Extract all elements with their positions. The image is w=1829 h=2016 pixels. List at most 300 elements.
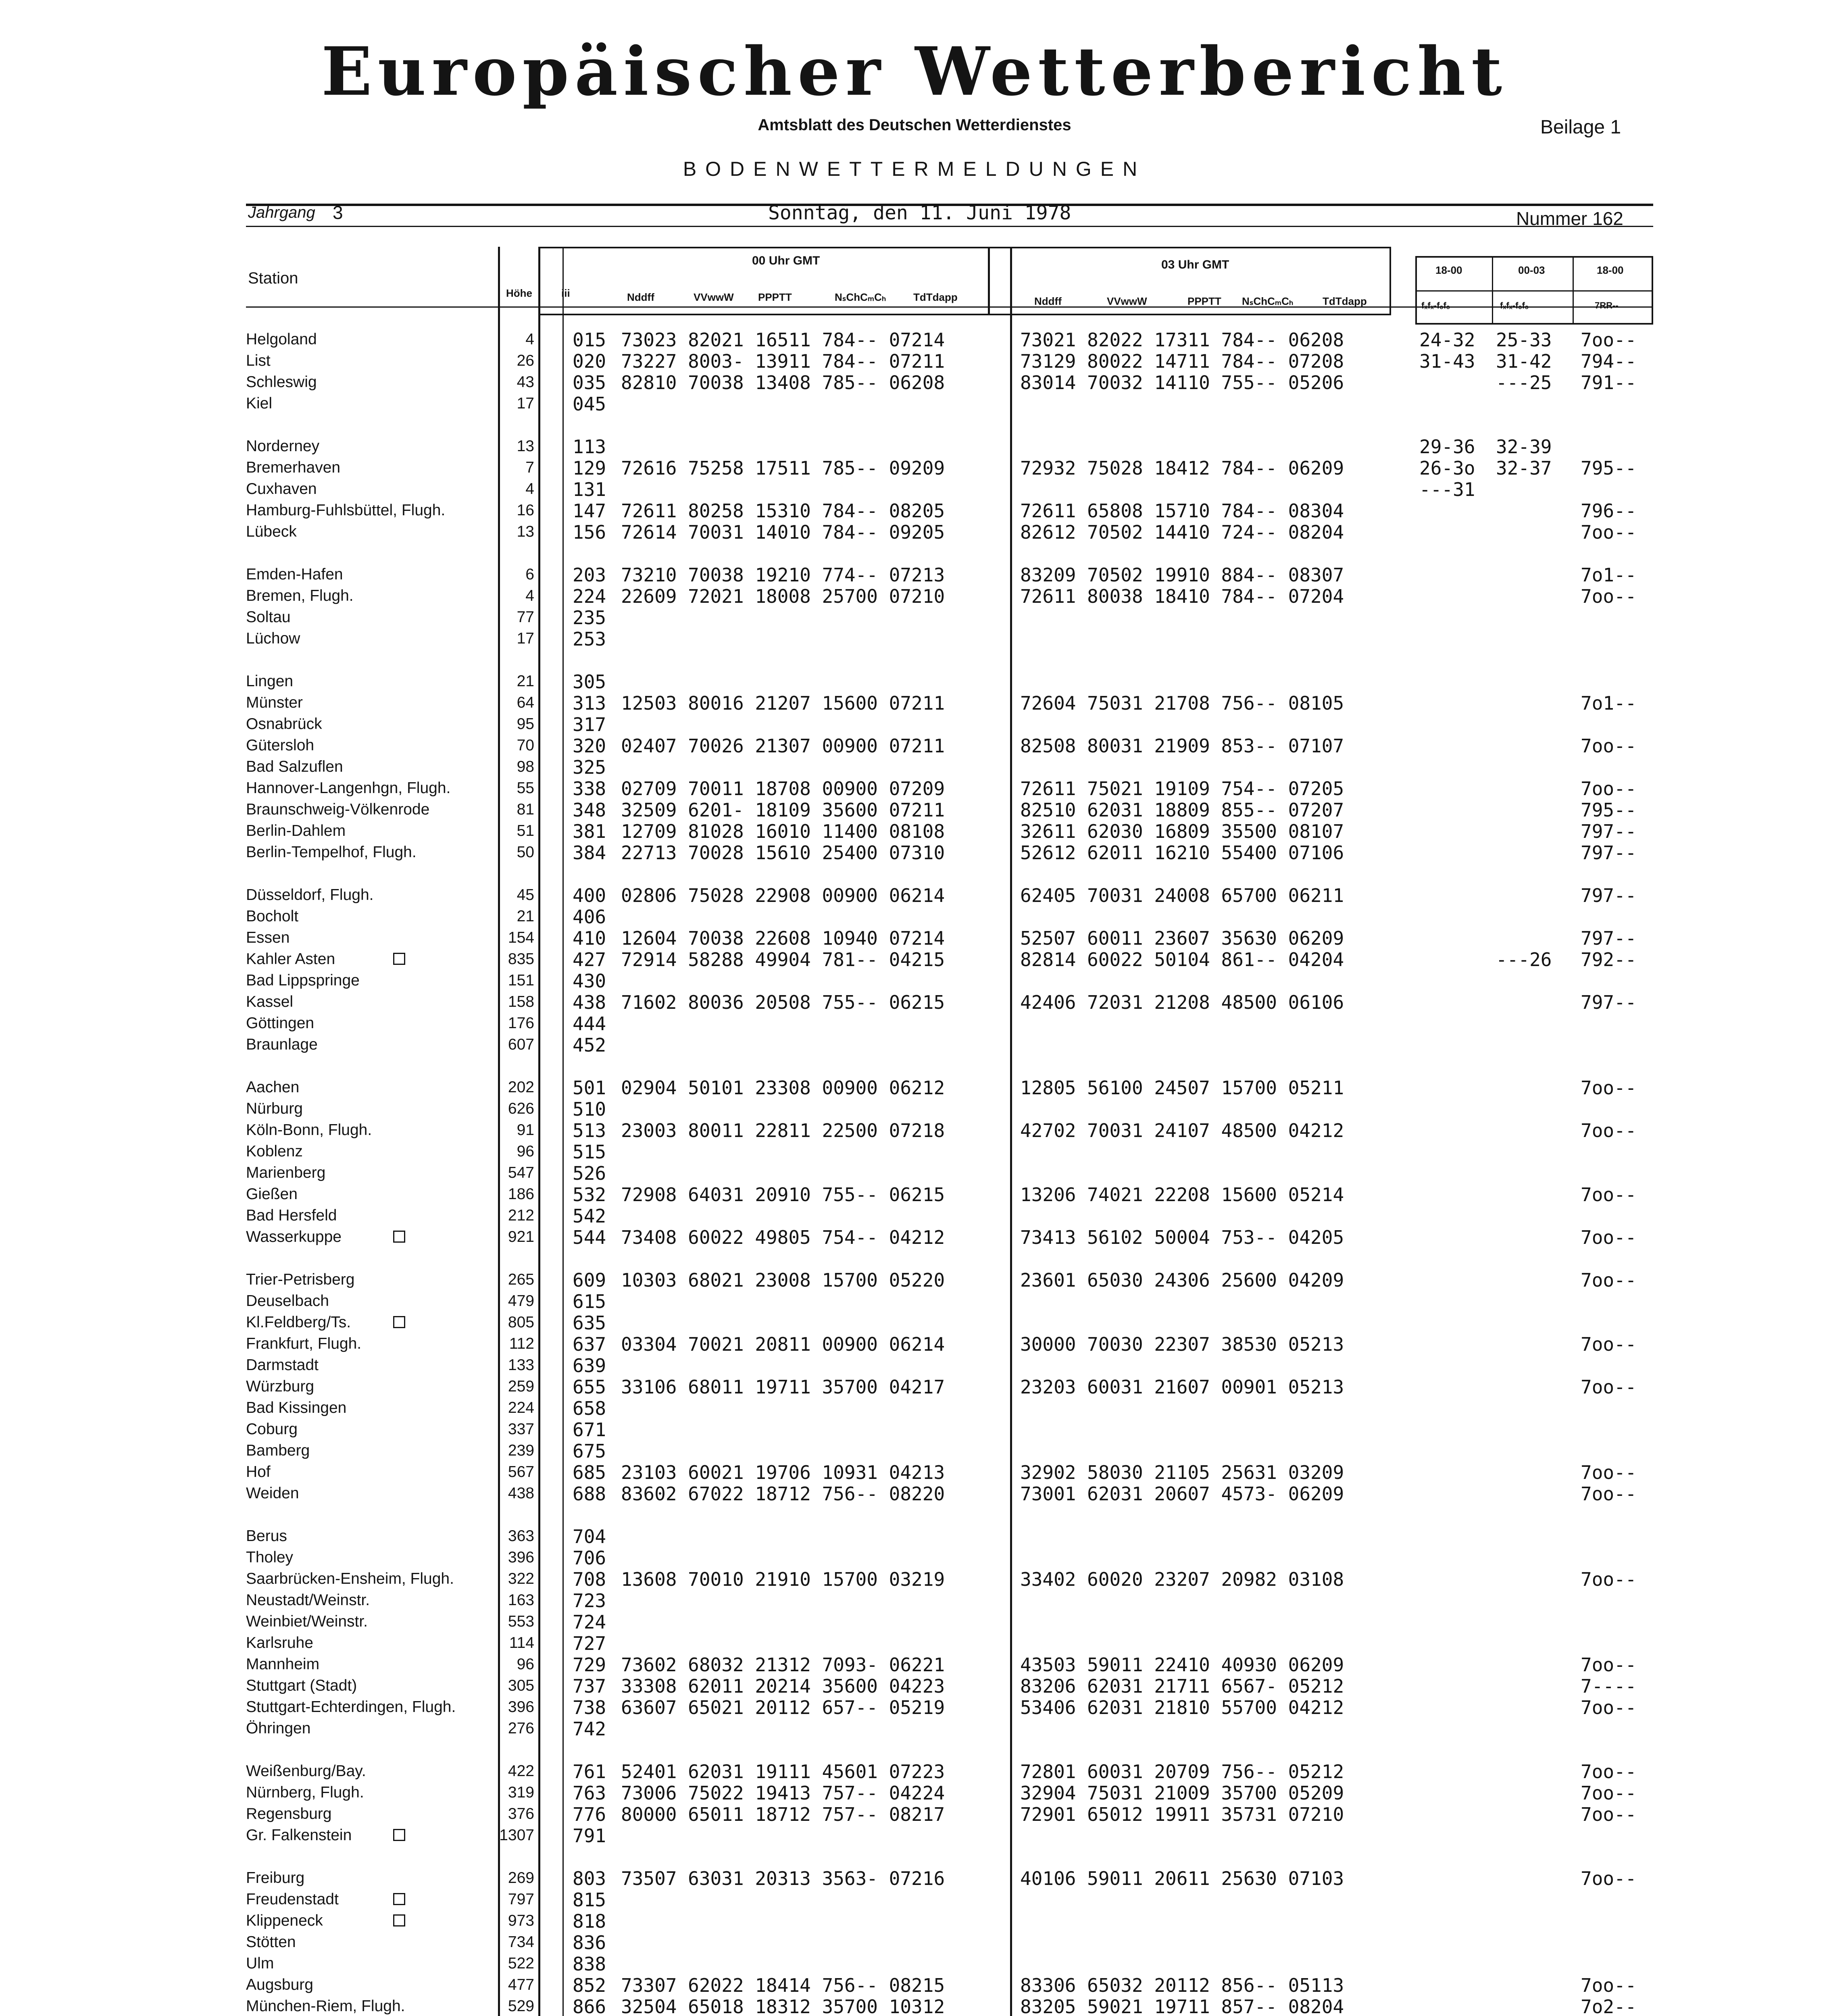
station-index: 253 bbox=[573, 628, 606, 650]
col-nddff-00: Nddff bbox=[627, 291, 654, 303]
station-index: 235 bbox=[573, 607, 606, 629]
station-index: 427 bbox=[573, 949, 606, 971]
obs-03-utc: 72932 75028 18412 784-- 06209 bbox=[1020, 457, 1344, 479]
precip-18-00: 7oo-- bbox=[1581, 1868, 1637, 1889]
station-name: Stötten bbox=[246, 1933, 296, 1951]
station-name: Gießen bbox=[246, 1185, 298, 1203]
station-name: List bbox=[246, 352, 271, 369]
obs-03-utc: 43503 59011 22410 40930 06209 bbox=[1020, 1654, 1344, 1676]
station-index: 510 bbox=[573, 1098, 606, 1120]
precip-18-00: 795-- bbox=[1581, 457, 1637, 479]
station-index: 444 bbox=[573, 1013, 606, 1035]
col-iii: iii bbox=[561, 287, 570, 299]
volume-label: Jahrgang bbox=[248, 204, 315, 221]
col-nschcmch-03: NₛChCₘCₕ bbox=[1242, 295, 1294, 307]
wind-00-03: 32-39 bbox=[1496, 436, 1552, 458]
station-index: 526 bbox=[573, 1162, 606, 1184]
station-index: 113 bbox=[573, 436, 606, 458]
open-square-icon bbox=[393, 1829, 405, 1843]
station-index: 639 bbox=[573, 1355, 606, 1377]
precip-18-00: 797-- bbox=[1581, 991, 1637, 1013]
obs-00-utc: 22609 72021 18008 25700 07210 bbox=[621, 585, 945, 607]
station-name: Bad Salzuflen bbox=[246, 758, 343, 775]
wind-00-03: ---25 bbox=[1496, 372, 1552, 394]
station-name: Düsseldorf, Flugh. bbox=[246, 886, 374, 904]
precip-18-00: 795-- bbox=[1581, 799, 1637, 821]
obs-03-utc: 83014 70032 14110 755-- 05206 bbox=[1020, 372, 1344, 394]
station-index: 438 bbox=[573, 991, 606, 1013]
station-height: 45 bbox=[517, 886, 534, 904]
obs-00-utc: 33308 62011 20214 35600 04223 bbox=[621, 1675, 945, 1697]
station-index: 313 bbox=[573, 692, 606, 714]
station-height: 1307 bbox=[499, 1826, 534, 1844]
station-name: Neustadt/Weinstr. bbox=[246, 1591, 370, 1609]
station-name: Bocholt bbox=[246, 908, 299, 925]
precip-18-00: 792-- bbox=[1581, 949, 1637, 971]
obs-03-utc: 73129 80022 14711 784-- 07208 bbox=[1020, 350, 1344, 372]
station-height: 438 bbox=[508, 1485, 534, 1502]
station-height: 26 bbox=[517, 352, 534, 369]
station-name: Lingen bbox=[246, 673, 294, 690]
precip-18-00: 7oo-- bbox=[1581, 1077, 1637, 1099]
precip-18-00: 7oo-- bbox=[1581, 521, 1637, 543]
station-name: Bad Kissingen bbox=[246, 1399, 347, 1416]
obs-03-utc: 12805 56100 24507 15700 05211 bbox=[1020, 1077, 1344, 1099]
precip-18-00: 7oo-- bbox=[1581, 1483, 1637, 1505]
obs-03-utc: 72611 80038 18410 784-- 07204 bbox=[1020, 585, 1344, 607]
station-index: 866 bbox=[573, 1996, 606, 2016]
col-vvwww-03: VVwwW bbox=[1107, 295, 1147, 307]
obs-00-utc: 73602 68032 21312 7093- 06221 bbox=[621, 1654, 945, 1676]
obs-00-utc: 72616 75258 17511 785-- 09209 bbox=[621, 457, 945, 479]
wind-18-00: ---31 bbox=[1419, 479, 1475, 500]
station-index: 381 bbox=[573, 821, 606, 842]
station-height: 158 bbox=[508, 993, 534, 1010]
station-height: 259 bbox=[508, 1378, 534, 1395]
station-index: 406 bbox=[573, 906, 606, 928]
col-nddff-03: Nddff bbox=[1034, 295, 1062, 307]
page-title: Europäischer Wetterbericht bbox=[321, 32, 1508, 110]
obs-03-utc: 83205 59021 19711 857-- 08204 bbox=[1020, 1996, 1344, 2016]
station-height: 4 bbox=[525, 587, 534, 604]
station-index: 852 bbox=[573, 1974, 606, 1996]
station-height: 81 bbox=[517, 801, 534, 818]
obs-03-utc: 33402 60020 23207 20982 03108 bbox=[1020, 1568, 1344, 1590]
station-index: 430 bbox=[573, 970, 606, 992]
station-height: 305 bbox=[508, 1677, 534, 1694]
station-name: Lübeck bbox=[246, 523, 297, 540]
obs-00-utc: 02806 75028 22908 00900 06214 bbox=[621, 885, 945, 906]
station-height: 55 bbox=[517, 779, 534, 797]
station-height: 805 bbox=[508, 1314, 534, 1331]
precip-18-00: 7oo-- bbox=[1581, 1974, 1637, 1996]
station-name: Bad Lippspringe bbox=[246, 972, 360, 989]
station-name: Mannheim bbox=[246, 1656, 320, 1673]
station-index: 203 bbox=[573, 564, 606, 586]
station-index: 635 bbox=[573, 1312, 606, 1334]
station-index: 727 bbox=[573, 1633, 606, 1654]
obs-03-utc: 73413 56102 50004 753-- 04205 bbox=[1020, 1227, 1344, 1248]
station-name: Emden-Hafen bbox=[246, 566, 343, 583]
obs-03-utc: 23203 60031 21607 00901 05213 bbox=[1020, 1376, 1344, 1398]
station-name: Augsburg bbox=[246, 1976, 313, 1993]
station-name: Göttingen bbox=[246, 1014, 315, 1032]
station-index: 723 bbox=[573, 1590, 606, 1612]
station-index: 400 bbox=[573, 885, 606, 906]
station-height: 479 bbox=[508, 1292, 534, 1310]
station-index: 671 bbox=[573, 1419, 606, 1441]
station-height: 186 bbox=[508, 1185, 534, 1203]
issue-date: Sonntag, den 11. Juni 1978 bbox=[768, 202, 1071, 224]
precip-18-00: 797-- bbox=[1581, 842, 1637, 864]
station-height: 91 bbox=[517, 1121, 534, 1139]
obs-00-utc: 73507 63031 20313 3563- 07216 bbox=[621, 1868, 945, 1889]
obs-03-utc: 72611 75021 19109 754-- 07205 bbox=[1020, 778, 1344, 800]
station-index: 513 bbox=[573, 1120, 606, 1141]
group-03: 03 Uhr GMT bbox=[1161, 258, 1229, 271]
divider-between bbox=[1010, 247, 1012, 2016]
open-square-icon bbox=[393, 1893, 405, 1907]
station-name: Wasserkuppe bbox=[246, 1228, 342, 1245]
station-height: 212 bbox=[508, 1207, 534, 1224]
precip-18-00: 791-- bbox=[1581, 372, 1637, 394]
station-name: Hannover-Langenhgn, Flugh. bbox=[246, 779, 451, 797]
precip-18-00: 7oo-- bbox=[1581, 329, 1637, 351]
station-name: Darmstadt bbox=[246, 1356, 319, 1374]
volume-number: 3 bbox=[333, 202, 343, 223]
obs-00-utc: 71602 80036 20508 755-- 06215 bbox=[621, 991, 945, 1013]
wind-00-03: 31-42 bbox=[1496, 350, 1552, 372]
station-index: 688 bbox=[573, 1483, 606, 1505]
station-name: Berus bbox=[246, 1527, 287, 1545]
station-height: 13 bbox=[517, 523, 534, 540]
section-title: BODENWETTERMELDUNGEN bbox=[683, 158, 1146, 180]
precip-18-00: 7oo-- bbox=[1581, 1462, 1637, 1483]
station-index: 815 bbox=[573, 1889, 606, 1911]
station-height: 265 bbox=[508, 1271, 534, 1288]
station-height: 396 bbox=[508, 1549, 534, 1566]
station-name: Köln-Bonn, Flugh. bbox=[246, 1121, 372, 1139]
station-index: 609 bbox=[573, 1269, 606, 1291]
station-name: Frankfurt, Flugh. bbox=[246, 1335, 362, 1352]
obs-00-utc: 73023 82021 16511 784-- 07214 bbox=[621, 329, 945, 351]
col-tdtdapp-03: TdTdapp bbox=[1323, 295, 1367, 307]
station-index: 803 bbox=[573, 1868, 606, 1889]
station-index: 131 bbox=[573, 479, 606, 500]
station-name: Nürnberg, Flugh. bbox=[246, 1784, 364, 1801]
station-name: München-Riem, Flugh. bbox=[246, 1997, 405, 2015]
precip-18-00: 7oo-- bbox=[1581, 1184, 1637, 1206]
obs-03-utc: 82612 70502 14410 724-- 08204 bbox=[1020, 521, 1344, 543]
station-height: 363 bbox=[508, 1527, 534, 1545]
col-ppptt-03: PPPTT bbox=[1187, 295, 1221, 307]
station-index: 338 bbox=[573, 778, 606, 800]
precip-18-00: 7oo-- bbox=[1581, 1654, 1637, 1676]
station-height: 50 bbox=[517, 843, 534, 861]
col-x1: 18-00 bbox=[1435, 264, 1462, 276]
station-index: 147 bbox=[573, 500, 606, 522]
station-name: Stuttgart-Echterdingen, Flugh. bbox=[246, 1698, 456, 1716]
open-square-icon bbox=[393, 1316, 405, 1330]
obs-00-utc: 32509 6201- 18109 35600 07211 bbox=[621, 799, 945, 821]
station-height: 21 bbox=[517, 908, 534, 925]
obs-00-utc: 63607 65021 20112 657-- 05219 bbox=[621, 1697, 945, 1718]
precip-18-00: 7oo-- bbox=[1581, 1697, 1637, 1718]
station-name: Hof bbox=[246, 1463, 271, 1481]
station-height: 477 bbox=[508, 1976, 534, 1993]
station-index: 738 bbox=[573, 1697, 606, 1718]
col-x2-sub: fₓfₓ-fₒfₒ bbox=[1500, 300, 1529, 310]
obs-03-utc: 52507 60011 23607 35630 06209 bbox=[1020, 927, 1344, 949]
col-x2: 00-03 bbox=[1518, 264, 1545, 276]
obs-03-utc: 82510 62031 18809 855-- 07207 bbox=[1020, 799, 1344, 821]
divider-iii bbox=[562, 247, 564, 2016]
col-vvwww-00: VVwwW bbox=[694, 291, 734, 303]
station-index: 724 bbox=[573, 1611, 606, 1633]
station-height: 422 bbox=[508, 1762, 534, 1780]
obs-00-utc: 33106 68011 19711 35700 04217 bbox=[621, 1376, 945, 1398]
precip-18-00: 7oo-- bbox=[1581, 1120, 1637, 1141]
station-height: 734 bbox=[508, 1933, 534, 1951]
station-height: 70 bbox=[517, 737, 534, 754]
station-height: 154 bbox=[508, 929, 534, 946]
col-x3-sub: 7RR-- bbox=[1595, 300, 1619, 310]
station-index: 515 bbox=[573, 1141, 606, 1163]
obs-00-utc: 73307 62022 18414 756-- 08215 bbox=[621, 1974, 945, 1996]
station-height: 547 bbox=[508, 1164, 534, 1181]
precip-18-00: 794-- bbox=[1581, 350, 1637, 372]
station-height: 96 bbox=[517, 1656, 534, 1673]
obs-03-utc: 73001 62031 20607 4573- 06209 bbox=[1020, 1483, 1344, 1505]
obs-03-utc: 72604 75031 21708 756-- 08105 bbox=[1020, 692, 1344, 714]
station-index: 224 bbox=[573, 585, 606, 607]
wind-18-00: 31-43 bbox=[1419, 350, 1475, 372]
station-height: 98 bbox=[517, 758, 534, 775]
obs-03-utc: 13206 74021 22208 15600 05214 bbox=[1020, 1184, 1344, 1206]
station-index: 836 bbox=[573, 1932, 606, 1954]
station-name: Kiel bbox=[246, 395, 273, 412]
station-index: 742 bbox=[573, 1718, 606, 1740]
station-height: 522 bbox=[508, 1955, 534, 1972]
station-index: 655 bbox=[573, 1376, 606, 1398]
precip-18-00: 7o1-- bbox=[1581, 692, 1637, 714]
obs-03-utc: 83306 65032 20112 856-- 05113 bbox=[1020, 1974, 1344, 1996]
station-height: 921 bbox=[508, 1228, 534, 1245]
obs-03-utc: 53406 62031 21810 55700 04212 bbox=[1020, 1697, 1344, 1718]
header-rule-2 bbox=[246, 226, 1653, 227]
precip-18-00: 797-- bbox=[1581, 821, 1637, 842]
station-name: Cuxhaven bbox=[246, 480, 317, 498]
station-index: 035 bbox=[573, 372, 606, 394]
station-height: 17 bbox=[517, 630, 534, 647]
station-index: 544 bbox=[573, 1227, 606, 1248]
station-name: Berlin-Tempelhof, Flugh. bbox=[246, 843, 417, 861]
station-height: 16 bbox=[517, 502, 534, 519]
wind-00-03: ---26 bbox=[1496, 949, 1552, 971]
station-name: Saarbrücken-Ensheim, Flugh. bbox=[246, 1570, 454, 1587]
obs-03-utc: 32904 75031 21009 35700 05209 bbox=[1020, 1782, 1344, 1804]
station-height: 51 bbox=[517, 822, 534, 839]
station-name: Essen bbox=[246, 929, 290, 946]
precip-18-00: 7oo-- bbox=[1581, 778, 1637, 800]
station-index: 015 bbox=[573, 329, 606, 351]
station-height: 176 bbox=[508, 1014, 534, 1032]
station-name: Gr. Falkenstein bbox=[246, 1826, 352, 1844]
precip-18-00: 7oo-- bbox=[1581, 1333, 1637, 1355]
station-height: 553 bbox=[508, 1613, 534, 1630]
station-name: Bremen, Flugh. bbox=[246, 587, 354, 604]
obs-00-utc: 02407 70026 21307 00900 07211 bbox=[621, 735, 945, 757]
station-index: 325 bbox=[573, 756, 606, 778]
station-height: 6 bbox=[525, 566, 534, 583]
subtitle: Amtsblatt des Deutschen Wetterdienstes bbox=[758, 116, 1071, 134]
station-height: 77 bbox=[517, 608, 534, 626]
precip-18-00: 797-- bbox=[1581, 885, 1637, 906]
station-name: Kassel bbox=[246, 993, 294, 1010]
station-name: Tholey bbox=[246, 1549, 294, 1566]
precip-18-00: 7oo-- bbox=[1581, 1376, 1637, 1398]
station-name: Koblenz bbox=[246, 1143, 303, 1160]
station-height: 43 bbox=[517, 373, 534, 391]
station-index: 776 bbox=[573, 1804, 606, 1825]
station-name: Regensburg bbox=[246, 1805, 332, 1822]
station-height: 4 bbox=[525, 331, 534, 348]
station-name: Nürburg bbox=[246, 1100, 303, 1117]
col-x3: 18-00 bbox=[1597, 264, 1624, 276]
station-name: Weißenburg/Bay. bbox=[246, 1762, 366, 1780]
obs-00-utc: 73006 75022 19413 757-- 04224 bbox=[621, 1782, 945, 1804]
station-index: 704 bbox=[573, 1526, 606, 1547]
station-name: Bad Hersfeld bbox=[246, 1207, 337, 1224]
station-index: 706 bbox=[573, 1547, 606, 1569]
open-square-icon bbox=[393, 1914, 405, 1929]
precip-18-00: 7oo-- bbox=[1581, 1782, 1637, 1804]
obs-03-utc: 72611 65808 15710 784-- 08304 bbox=[1020, 500, 1344, 522]
obs-00-utc: 02709 70011 18708 00900 07209 bbox=[621, 778, 945, 800]
precip-18-00: 7oo-- bbox=[1581, 1269, 1637, 1291]
obs-00-utc: 73210 70038 19210 774-- 07213 bbox=[621, 564, 945, 586]
station-index: 501 bbox=[573, 1077, 606, 1099]
col-ppptt-00: PPPTT bbox=[758, 291, 792, 303]
station-name: Soltau bbox=[246, 608, 291, 626]
station-height: 64 bbox=[517, 694, 534, 711]
station-height: 202 bbox=[508, 1079, 534, 1096]
obs-00-utc: 22713 70028 15610 25400 07310 bbox=[621, 842, 945, 864]
wind-00-03: 32-37 bbox=[1496, 457, 1552, 479]
station-name: Hamburg-Fuhlsbüttel, Flugh. bbox=[246, 502, 446, 519]
obs-03-utc: 72901 65012 19911 35731 07210 bbox=[1020, 1804, 1344, 1825]
wind-00-03: 25-33 bbox=[1496, 329, 1552, 351]
precip-18-00: 7o1-- bbox=[1581, 564, 1637, 586]
station-index: 317 bbox=[573, 714, 606, 735]
col-height: Höhe bbox=[506, 287, 532, 299]
station-name: Klippeneck bbox=[246, 1912, 323, 1929]
station-height: 112 bbox=[509, 1335, 534, 1352]
station-name: Weiden bbox=[246, 1485, 299, 1502]
precip-18-00: 796-- bbox=[1581, 500, 1637, 522]
station-index: 045 bbox=[573, 393, 606, 415]
obs-00-utc: 72611 80258 15310 784-- 08205 bbox=[621, 500, 945, 522]
station-name: Aachen bbox=[246, 1079, 300, 1096]
station-name: Münster bbox=[246, 694, 303, 711]
obs-00-utc: 03304 70021 20811 00900 06214 bbox=[621, 1333, 945, 1355]
precip-18-00: 7oo-- bbox=[1581, 1568, 1637, 1590]
station-name: Braunlage bbox=[246, 1036, 318, 1053]
station-height: 269 bbox=[508, 1869, 534, 1887]
obs-00-utc: 72614 70031 14010 784-- 09205 bbox=[621, 521, 945, 543]
station-index: 761 bbox=[573, 1761, 606, 1783]
station-height: 224 bbox=[508, 1399, 534, 1416]
precip-18-00: 7oo-- bbox=[1581, 735, 1637, 757]
station-height: 151 bbox=[508, 972, 534, 989]
col-nschcmch-00: NₛChCₘCₕ bbox=[835, 291, 886, 303]
precip-18-00: 7o2-- bbox=[1581, 1996, 1637, 2016]
precip-18-00: 7oo-- bbox=[1581, 585, 1637, 607]
station-height: 96 bbox=[517, 1143, 534, 1160]
station-height: 376 bbox=[508, 1805, 534, 1822]
obs-03-utc: 83209 70502 19910 884-- 08307 bbox=[1020, 564, 1344, 586]
station-height: 322 bbox=[508, 1570, 534, 1587]
station-height: 163 bbox=[508, 1591, 534, 1609]
station-name: Osnabrück bbox=[246, 715, 322, 733]
station-index: 542 bbox=[573, 1205, 606, 1227]
station-index: 532 bbox=[573, 1184, 606, 1206]
station-height: 337 bbox=[508, 1420, 534, 1438]
obs-03-utc: 30000 70030 22307 38530 05213 bbox=[1020, 1333, 1344, 1355]
open-square-icon bbox=[393, 1231, 405, 1245]
obs-00-utc: 23003 80011 22811 22500 07218 bbox=[621, 1120, 945, 1141]
station-height: 319 bbox=[508, 1784, 534, 1801]
station-index: 156 bbox=[573, 521, 606, 543]
obs-00-utc: 82810 70038 13408 785-- 06208 bbox=[621, 372, 945, 394]
precip-18-00: 7oo-- bbox=[1581, 1227, 1637, 1248]
station-height: 4 bbox=[525, 480, 534, 498]
extra-header-rule bbox=[1415, 290, 1653, 292]
station-height: 114 bbox=[509, 1634, 534, 1652]
wind-18-00: 29-36 bbox=[1419, 436, 1475, 458]
station-name: Norderney bbox=[246, 437, 320, 455]
obs-03-utc: 42702 70031 24107 48500 04212 bbox=[1020, 1120, 1344, 1141]
precip-18-00: 7oo-- bbox=[1581, 1804, 1637, 1825]
obs-00-utc: 83602 67022 18712 756-- 08220 bbox=[621, 1483, 945, 1505]
supplement-label: Beilage 1 bbox=[1540, 117, 1621, 138]
station-index: 658 bbox=[573, 1397, 606, 1419]
station-name: Deuselbach bbox=[246, 1292, 329, 1310]
station-height: 797 bbox=[508, 1891, 534, 1908]
obs-03-utc: 72801 60031 20709 756-- 05212 bbox=[1020, 1761, 1344, 1783]
station-name: Karlsruhe bbox=[246, 1634, 313, 1652]
col-x1-sub: fₓfₓ-fₒfₒ bbox=[1421, 300, 1450, 310]
column-station: Station bbox=[248, 269, 298, 287]
station-index: 838 bbox=[573, 1953, 606, 1975]
station-index: 818 bbox=[573, 1910, 606, 1932]
station-height: 17 bbox=[517, 395, 534, 412]
station-index: 452 bbox=[573, 1034, 606, 1056]
station-index: 637 bbox=[573, 1333, 606, 1355]
station-name: Schleswig bbox=[246, 373, 317, 391]
obs-03-utc: 62405 70031 24008 65700 06211 bbox=[1020, 885, 1344, 906]
precip-18-00: 797-- bbox=[1581, 927, 1637, 949]
obs-00-utc: 12503 80016 21207 15600 07211 bbox=[621, 692, 945, 714]
precip-18-00: 7---- bbox=[1581, 1675, 1637, 1697]
obs-00-utc: 10303 68021 23008 15700 05220 bbox=[621, 1269, 945, 1291]
wind-18-00: 24-32 bbox=[1419, 329, 1475, 351]
group-00: 00 Uhr GMT bbox=[752, 254, 820, 267]
station-index: 129 bbox=[573, 457, 606, 479]
station-name: Trier-Petrisberg bbox=[246, 1271, 355, 1288]
station-index: 737 bbox=[573, 1675, 606, 1697]
obs-00-utc: 13608 70010 21910 15700 03219 bbox=[621, 1568, 945, 1590]
